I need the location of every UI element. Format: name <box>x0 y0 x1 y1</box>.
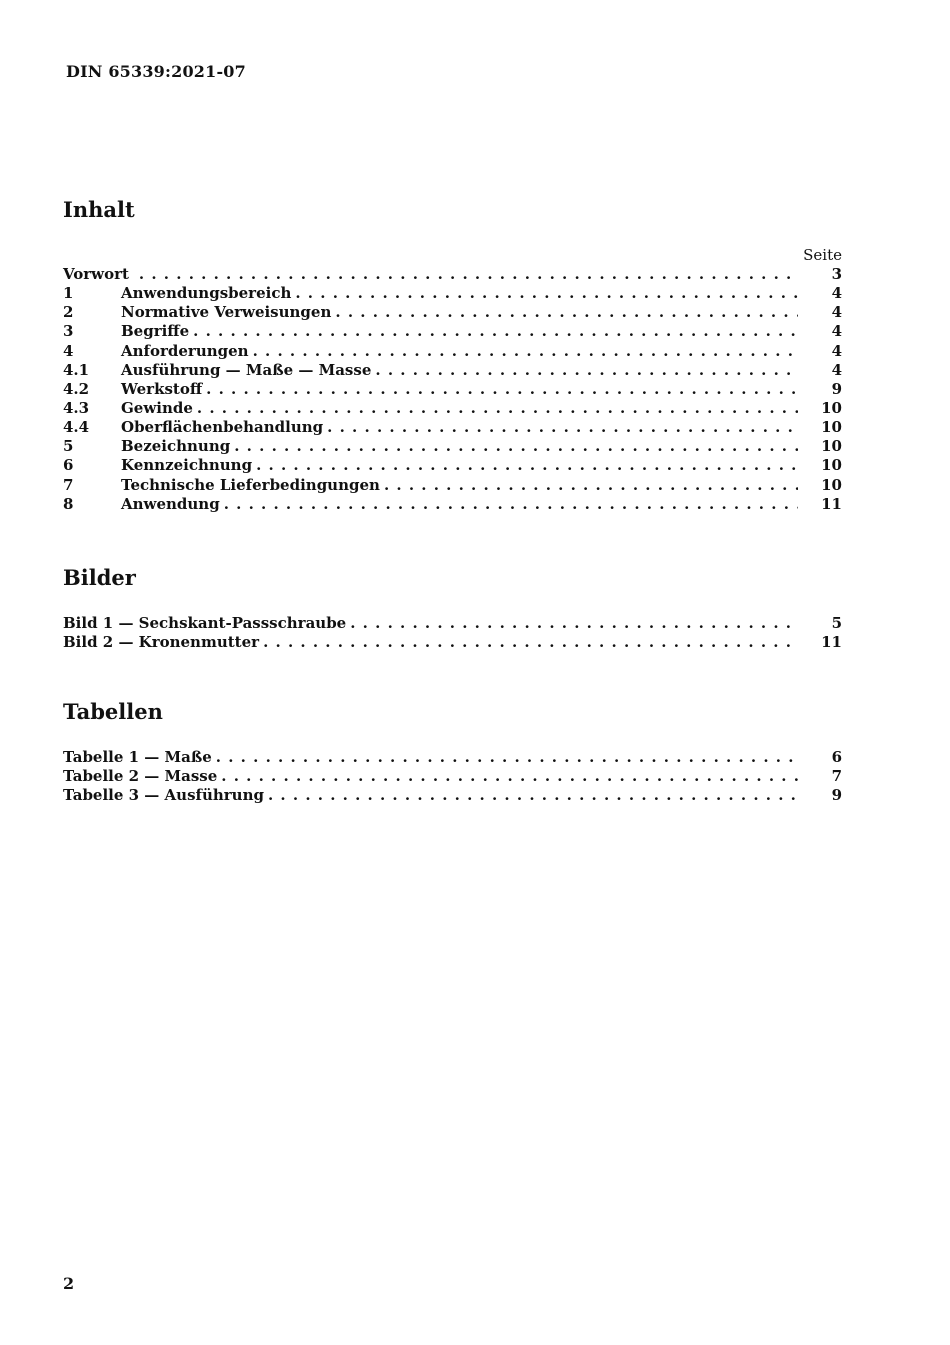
toc-entry-1[interactable] <box>63 284 842 303</box>
toc-leader <box>253 342 798 361</box>
toc-leader <box>263 633 798 652</box>
toc-leader <box>375 361 798 380</box>
toc-entry-title: Anwendungsbereich <box>121 284 292 303</box>
figure-entry-1[interactable] <box>63 614 842 633</box>
toc-entry-number: 4.4 <box>63 418 90 437</box>
figures-heading: Bilder <box>63 565 136 590</box>
toc-entry-number: 4.1 <box>63 360 90 379</box>
table-entry-title: Tabelle 3 — Ausführung <box>63 786 264 805</box>
toc-entry-title: Kennzeichnung <box>121 456 253 475</box>
toc-entry-number: 2 <box>63 303 74 322</box>
table-entry-1[interactable] <box>63 748 842 767</box>
toc-entry-6[interactable] <box>63 456 842 475</box>
toc-leader <box>206 380 798 399</box>
document-id: DIN 65339:2021-07 <box>66 62 246 81</box>
toc-leader <box>268 786 798 805</box>
toc-entry-page: 4 <box>831 303 842 322</box>
toc-leader <box>139 265 798 284</box>
figure-entry-title: Bild 2 — Kronenmutter <box>63 633 260 652</box>
figure-entry-page: 11 <box>821 633 842 652</box>
table-entry-2[interactable] <box>63 767 842 786</box>
toc-entry-number: 4.3 <box>63 398 90 417</box>
toc-entry-title: Gewinde <box>121 398 193 417</box>
toc-entry-page: 9 <box>831 379 842 398</box>
tables-list <box>63 748 842 805</box>
toc-leader <box>193 322 798 341</box>
toc-leader <box>216 748 798 767</box>
toc-entry-3[interactable] <box>63 322 842 341</box>
toc-entry-4-3[interactable] <box>63 399 842 418</box>
toc-entry-4[interactable] <box>63 342 842 361</box>
toc-entry-title: Ausführung — Maße — Masse <box>121 360 372 379</box>
toc-entry-number: 1 <box>63 284 74 303</box>
figures-list <box>63 614 842 652</box>
contents-list <box>63 265 842 514</box>
toc-leader <box>224 495 798 514</box>
toc-entry-page: 4 <box>831 322 842 341</box>
table-entry-3[interactable] <box>63 786 842 805</box>
table-entry-page: 6 <box>831 748 842 766</box>
toc-entry-page: 11 <box>821 494 842 513</box>
toc-entry-title: Werkstoff <box>121 379 203 398</box>
toc-entry-page: 10 <box>821 418 842 437</box>
toc-entry-title: Anforderungen <box>121 341 249 360</box>
toc-entry-7[interactable] <box>63 476 842 495</box>
toc-entry-page: 10 <box>821 398 842 417</box>
toc-entry-page: 3 <box>831 265 842 283</box>
toc-leader <box>384 476 798 495</box>
toc-entry-number: 5 <box>63 437 74 456</box>
toc-entry-page: 10 <box>821 456 842 475</box>
page-number: 2 <box>63 1274 75 1293</box>
toc-entry-title: Oberflächenbehandlung <box>121 418 324 437</box>
toc-entry-number: 4.2 <box>63 379 90 398</box>
toc-entry-number: 7 <box>63 475 74 494</box>
toc-entry-4-1[interactable] <box>63 361 842 380</box>
table-entry-page: 7 <box>831 767 842 786</box>
toc-entry-vorwort[interactable] <box>63 265 842 284</box>
toc-entry-title: Vorwort <box>63 265 129 283</box>
figure-entry-2[interactable] <box>63 633 842 652</box>
toc-leader <box>256 456 798 475</box>
toc-entry-page: 4 <box>831 284 842 303</box>
toc-leader <box>221 767 798 786</box>
toc-entry-page: 10 <box>821 475 842 494</box>
toc-entry-2[interactable] <box>63 303 842 322</box>
toc-entry-number: 8 <box>63 494 74 513</box>
figure-entry-title: Bild 1 — Sechskant-Passschraube <box>63 614 347 632</box>
toc-entry-title: Anwendung <box>121 494 220 513</box>
toc-entry-4-2[interactable] <box>63 380 842 399</box>
toc-entry-title: Bezeichnung <box>121 437 231 456</box>
toc-entry-number: 4 <box>63 341 74 360</box>
table-entry-title: Tabelle 1 — Maße <box>63 748 212 766</box>
toc-entry-number: 6 <box>63 456 74 475</box>
toc-entry-title: Technische Lieferbedingungen <box>121 475 380 494</box>
toc-entry-page: 4 <box>831 341 842 360</box>
figure-entry-page: 5 <box>831 614 842 632</box>
toc-leader <box>295 284 798 303</box>
toc-entry-8[interactable] <box>63 495 842 514</box>
table-entry-title: Tabelle 2 — Masse <box>63 767 218 786</box>
contents-heading: Inhalt <box>63 197 135 222</box>
toc-entry-title: Begriffe <box>121 322 190 341</box>
page-column-label: Seite <box>803 246 842 264</box>
toc-leader <box>335 303 798 322</box>
toc-leader <box>234 437 798 456</box>
toc-leader <box>327 418 798 437</box>
table-entry-page: 9 <box>831 786 842 805</box>
toc-leader <box>350 614 798 633</box>
toc-entry-4-4[interactable] <box>63 418 842 437</box>
toc-entry-5[interactable] <box>63 437 842 456</box>
toc-entry-page: 10 <box>821 437 842 456</box>
toc-entry-page: 4 <box>831 360 842 379</box>
toc-leader <box>197 399 798 418</box>
tables-heading: Tabellen <box>63 699 163 724</box>
toc-entry-number: 3 <box>63 322 74 341</box>
toc-entry-title: Normative Verweisungen <box>121 303 332 322</box>
